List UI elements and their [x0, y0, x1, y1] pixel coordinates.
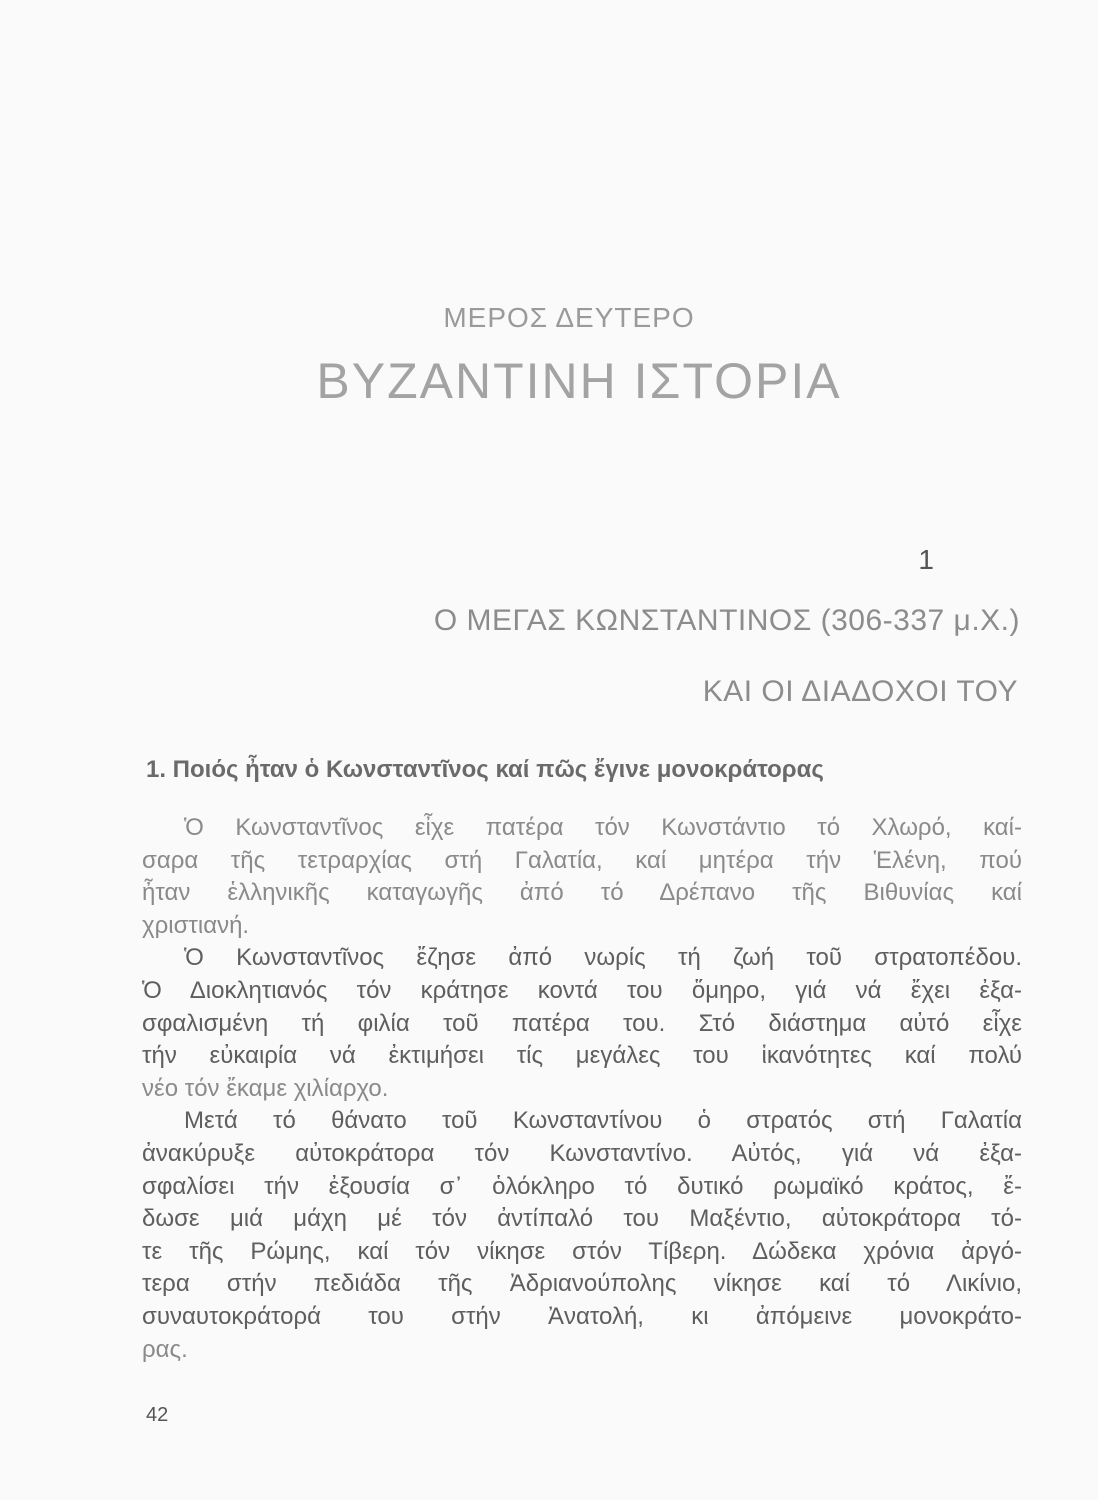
body-line: Ὁ Κωνσταντῖνος ἔζησε ἀπό νωρίς τή ζωή τοῦ στρατοπέδου. [184, 944, 1022, 972]
chapter-title-line-2: ΚΑΙ ΟΙ ΔΙΑΔΟΧΟΙ ΤΟΥ [702, 675, 1018, 708]
body-line: Μετά τό θάνατο τοῦ Κωνσταντίνου ὁ στρατός στή Γαλατία [184, 1107, 1022, 1135]
body-line: ἀνακύρυξε αὐτοκράτορα τόν Κωνσταντίνο. Αὐτός, γιά νά ἐξα- [142, 1139, 1022, 1167]
body-line: σφαλισμένη τή φιλία τοῦ πατέρα του. Στό διάστημα αὐτό εἶχε [142, 1009, 1022, 1037]
body-line: Ὁ Διοκλητιανός τόν κράτησε κοντά του ὅμηρο, γιά νά ἔχει ἐξα- [142, 976, 1022, 1004]
book-title: ΒΥΖΑΝΤΙΝΗ ΙΣΤΟΡΙΑ [316, 353, 842, 409]
body-line: ἦταν ἑλληνικῆς καταγωγῆς ἀπό τό Δρέπανο τῆς Βιθυνίας καί [142, 879, 1022, 907]
body-line: ρας. [142, 1335, 188, 1363]
page-number: 42 [146, 1404, 169, 1426]
body-line: σφαλίσει τήν ἐξουσία σ᾿ ὁλόκληρο τό δυτικό ρωμαϊκό κράτος, ἔ- [142, 1172, 1022, 1200]
body-line: σαρα τῆς τετραρχίας στή Γαλατία, καί μητέρα τήν Ἑλένη, πού [142, 846, 1022, 874]
body-line: τερα στήν πεδιάδα τῆς Ἀδριανούπολης νίκησε καί τό Λικίνιο, [142, 1270, 1022, 1298]
body-line: Ὁ Κωνσταντῖνος εἶχε πατέρα τόν Κωνστάντιο τό Χλωρό, καί- [184, 814, 1022, 841]
chapter-number: 1 [918, 544, 934, 575]
body-line: συναυτοκράτορά του στήν Ἀνατολή, κι ἀπόμεινε μονοκράτο- [142, 1302, 1022, 1330]
body-line: τε τῆς Ρώμης, καί τόν νίκησε στόν Τίβερη. Δώδεκα χρόνια ἀργό- [142, 1237, 1022, 1265]
part-label: ΜΕΡΟΣ ΔΕΥΤΕΡΟ [443, 302, 695, 333]
body-text [142, 812, 1022, 1366]
section-heading: 1. Ποιός ἦταν ὁ Κωνσταντῖνος καί πῶς ἔγινε μονοκράτορας [146, 756, 824, 783]
body-line: δωσε μιά μάχη μέ τόν ἀντίπαλό του Μαξέντιο, αὐτοκράτορα τό- [142, 1205, 1022, 1233]
chapter-title-line-1: Ο ΜΕΓΑΣ ΚΩΝΣΤΑΝΤΙΝΟΣ (306-337 μ.Χ.) [433, 604, 1020, 637]
body-line: νέο τόν ἔκαμε χιλίαρχο. [142, 1074, 389, 1102]
body-line: τήν εὐκαιρία νά ἐκτιμήσει τίς μεγάλες του ἱκανότητες καί πολύ [142, 1042, 1022, 1070]
body-line: χριστιανή. [142, 911, 250, 939]
